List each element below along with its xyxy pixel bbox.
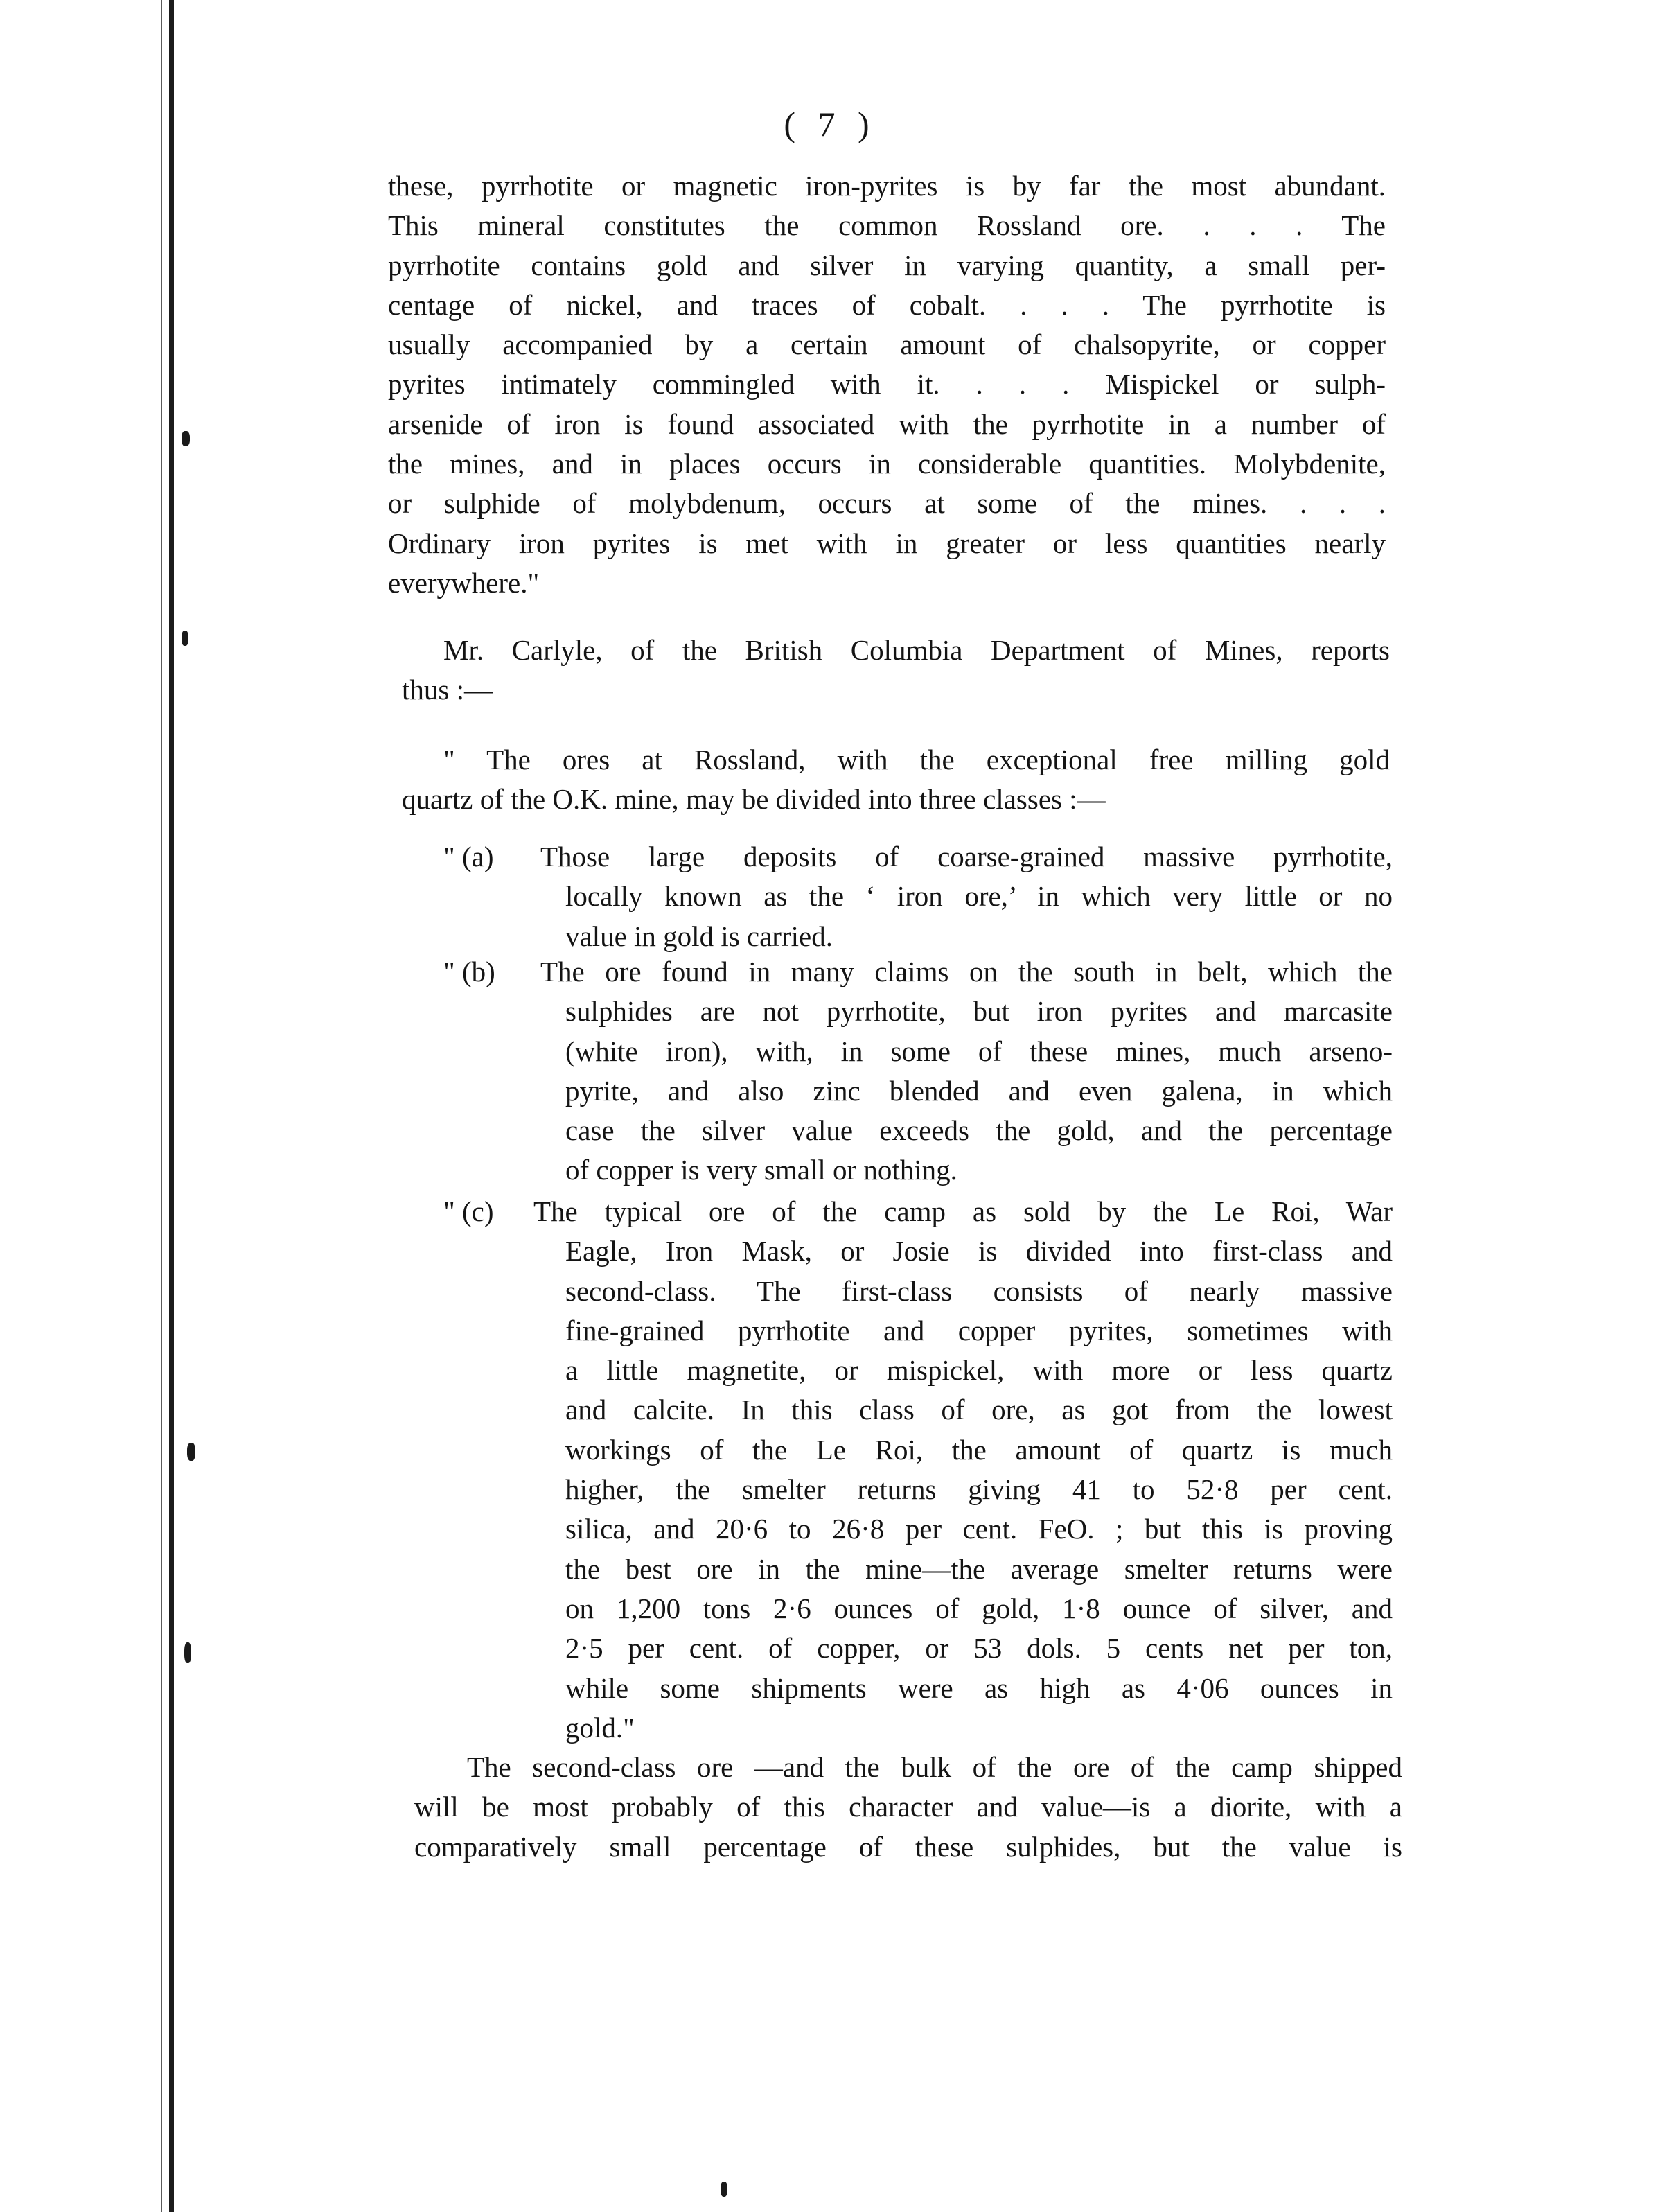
text-line: workings of the Le Roi, the amount of quartz is much <box>565 1433 1393 1466</box>
text-line: these, pyrrhotite or magnetic iron-pyrites is by far the most abundant. <box>388 170 1386 202</box>
scan-speck <box>182 631 188 646</box>
text-line: usually accompanied by a certain amount of chalsopyrite, or copper <box>388 328 1386 361</box>
text-line: or sulphide of molybdenum, occurs at some of the mines. . . . <box>388 487 1386 520</box>
text-line: sulphides are not pyrrhotite, but iron pyrites and marcasite <box>565 995 1393 1028</box>
scan-speck <box>184 1642 191 1663</box>
text-line: Mr. Carlyle, of the British Columbia Department of Mines, reports <box>443 634 1390 666</box>
text-line: pyrrhotite contains gold and silver in varying quantity, a small per- <box>388 249 1386 281</box>
text-line: arsenide of iron is found associated with the pyrrhotite in a number of <box>388 407 1386 440</box>
text-line: will be most probably of this character and value—is a diorite, with a <box>414 1791 1402 1823</box>
text-line: The second-class ore —and the bulk of the ore of the camp shipped <box>467 1751 1402 1783</box>
paragraph-carlyle <box>402 631 1390 710</box>
text-line: higher, the smelter returns giving 41 to 52·8 per cent. <box>565 1473 1393 1506</box>
binding-edge <box>169 0 174 2212</box>
text-line: thus :— <box>402 674 493 706</box>
binding-edge-thin <box>161 0 162 2212</box>
text-line: The typical ore of the camp as sold by the Le Roi, War <box>533 1195 1393 1227</box>
text-line: gold." <box>565 1711 635 1744</box>
page-number: ( 7 ) <box>784 105 876 143</box>
class-label: " (b) <box>443 956 495 988</box>
text-line: of copper is very small or nothing. <box>565 1154 957 1186</box>
text-line: and calcite. In this class of ore, as got from the lowest <box>565 1394 1393 1426</box>
text-line: everywhere." <box>388 566 540 599</box>
paragraph-pyrrhotite <box>388 166 1386 603</box>
text-line: value in gold is carried. <box>565 920 833 952</box>
scan-speck <box>721 2182 727 2197</box>
text-line: Ordinary iron pyrites is met with in greater or less quantities nearly <box>388 527 1386 559</box>
text-line: The ore found in many claims on the south in belt, which the <box>540 956 1393 988</box>
text-line: Those large deposits of coarse-grained massive pyrrhotite, <box>540 841 1393 872</box>
text-line: This mineral constitutes the common Rossland ore. . . . The <box>388 209 1386 242</box>
scan-speck <box>182 431 190 446</box>
text-line: a little magnetite, or mispickel, with more or less quartz <box>565 1354 1393 1387</box>
text-line: Eagle, Iron Mask, or Josie is divided into first-class and <box>565 1235 1393 1267</box>
text-line: the mines, and in places occurs in considerable quantities. Molybdenite, <box>388 448 1386 480</box>
text-line: pyrites intimately commingled with it. . . . Mispickel or sulph- <box>388 368 1386 401</box>
page-margin <box>0 0 172 2212</box>
text-line: quartz of the O.K. mine, may be divided into three classes :— <box>402 783 1106 816</box>
paragraph-second-class-ore <box>414 1748 1402 1867</box>
text-line: fine-grained pyrrhotite and copper pyrites, sometimes with <box>565 1314 1393 1346</box>
text-line: 2·5 per cent. of copper, or 53 dols. 5 cents net per ton, <box>565 1632 1393 1665</box>
class-label: " (c) <box>443 1195 494 1227</box>
text-line: case the silver value exceeds the gold, and the percentage <box>565 1114 1393 1147</box>
text-line: the best ore in the mine—the average smelter returns were <box>565 1552 1393 1585</box>
text-line: centage of nickel, and traces of cobalt. . . . The pyrrhotite is <box>388 288 1386 321</box>
text-line: on 1,200 tons 2·6 ounces of gold, 1·8 ounce of silver, and <box>565 1592 1393 1624</box>
text-line: second-class. The first-class consists of nearly massive <box>565 1274 1393 1307</box>
text-line: pyrite, and also zinc blended and even galena, in which <box>565 1074 1393 1107</box>
text-line: silica, and 20·6 to 26·8 per cent. FeO. ; but this is proving <box>565 1513 1393 1545</box>
text-line: comparatively small percentage of these sulphides, but the value is <box>414 1830 1402 1863</box>
text-line: " The ores at Rossland, with the exceptional free milling gold <box>443 744 1390 775</box>
class-label: " (a) <box>443 841 494 872</box>
text-line: (white iron), with, in some of these mines, much arseno- <box>565 1035 1393 1067</box>
paragraph-ore-classes-intro <box>402 740 1390 820</box>
text-line: while some shipments were as high as 4·06 ounces in <box>565 1671 1393 1704</box>
text-line: locally known as the ‘ iron ore,’ in which very little or no <box>565 880 1393 913</box>
scan-speck <box>187 1443 195 1461</box>
